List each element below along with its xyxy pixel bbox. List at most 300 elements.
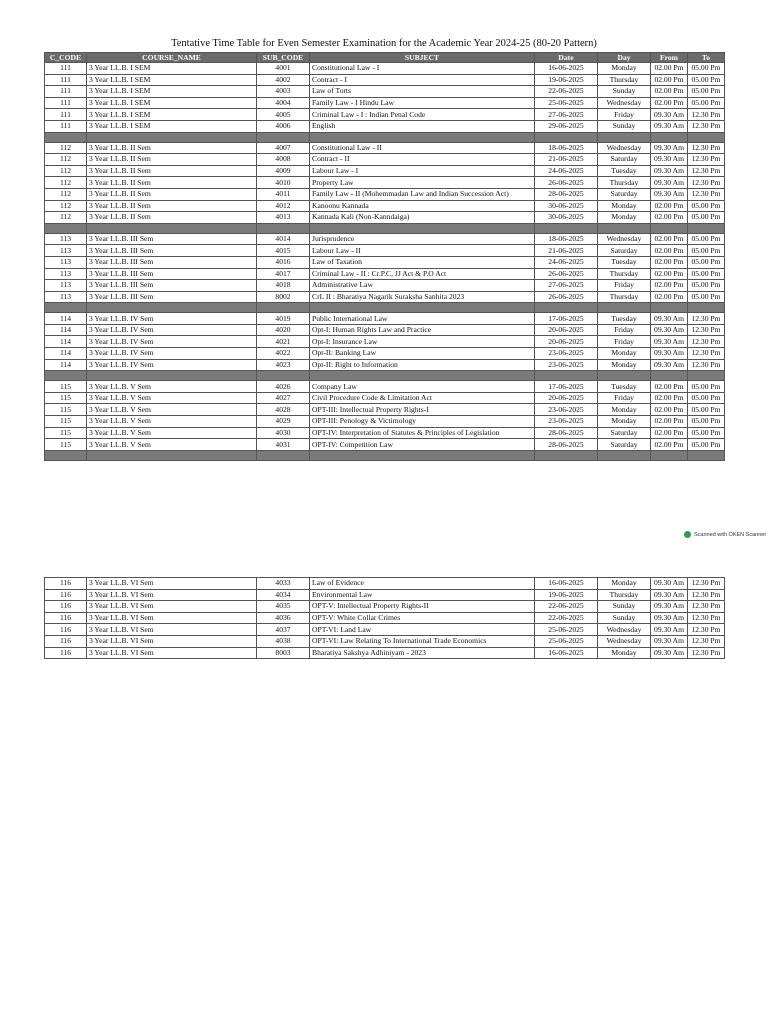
cell-subject: Family Law - I Hindu Law [310,97,535,109]
cell-to: 12.30 Pm [688,336,725,348]
cell-from: 02.00 Pm [651,416,688,428]
cell-subject: Criminal Law - II : Cr.P.C, JJ Act & P.O Act [310,268,535,280]
cell-to: 12.30 Pm [688,635,725,647]
cell-subject: Company Law [310,381,535,393]
cell-c-code: 112 [45,154,87,166]
cell-sub-code: 4011 [257,188,310,200]
cell-c-code: 114 [45,359,87,371]
cell-to: 05.00 Pm [688,86,725,98]
cell-course-name: 3 Year LL.B. V Sem [87,439,257,451]
cell-subject: Kannada Kali (Non-Kanndaiga) [310,212,535,224]
cell-to: 12.30 Pm [688,589,725,601]
cell-c-code: 111 [45,63,87,75]
header-course-name: COURSE_NAME [87,53,257,63]
cell-c-code: 113 [45,291,87,303]
table-row [45,154,725,166]
cell-sub-code: 4033 [257,578,310,590]
header-row [45,53,725,63]
cell-c-code: 115 [45,392,87,404]
table-row [45,233,725,245]
cell-day: Sunday [598,601,651,613]
cell-subject: Opt-II: Banking Law [310,348,535,360]
cell-date: 19-06-2025 [535,589,598,601]
cell-date: 27-06-2025 [535,280,598,292]
cell-from: 09.30 Am [651,120,688,132]
cell-day: Thursday [598,268,651,280]
cell-sub-code: 4008 [257,154,310,166]
cell-to: 05.00 Pm [688,416,725,428]
cell-to: 12.30 Pm [688,624,725,636]
cell-day: Friday [598,280,651,292]
cell-day: Monday [598,578,651,590]
cell-day: Thursday [598,291,651,303]
cell-subject: Property Law [310,177,535,189]
cell-c-code: 113 [45,233,87,245]
header-day: Day [598,53,651,63]
cell-sub-code: 4038 [257,635,310,647]
cell-date: 23-06-2025 [535,359,598,371]
cell-from: 09.30 Am [651,612,688,624]
cell-date: 25-06-2025 [535,635,598,647]
table-row [45,359,725,371]
cell-from: 02.00 Pm [651,63,688,75]
cell-course-name: 3 Year LL.B. VI Sem [87,647,257,659]
table-row [45,578,725,590]
cell-course-name: 3 Year LL.B. II Sem [87,154,257,166]
cell-course-name: 3 Year LL.B. V Sem [87,392,257,404]
cell-from: 02.00 Pm [651,427,688,439]
cell-from: 09.30 Am [651,188,688,200]
cell-c-code: 112 [45,212,87,224]
scanner-watermark [684,531,766,538]
cell-sub-code: 4006 [257,120,310,132]
cell-to: 05.00 Pm [688,200,725,212]
timetable-page2 [44,577,725,659]
cell-c-code: 115 [45,381,87,393]
cell-from: 09.30 Am [651,601,688,613]
cell-subject: Constitutional Law - I [310,63,535,75]
cell-subject: Contract - I [310,74,535,86]
cell-c-code: 111 [45,86,87,98]
cell-course-name: 3 Year LL.B. II Sem [87,165,257,177]
cell-sub-code: 4009 [257,165,310,177]
cell-date: 16-06-2025 [535,578,598,590]
cell-day: Friday [598,324,651,336]
cell-sub-code: 4035 [257,601,310,613]
cell-day: Monday [598,63,651,75]
cell-course-name: 3 Year LL.B. V Sem [87,381,257,393]
header-to: To [688,53,725,63]
cell-from: 09.30 Am [651,142,688,154]
cell-c-code: 116 [45,624,87,636]
cell-course-name: 3 Year LL.B. I SEM [87,74,257,86]
cell-day: Saturday [598,427,651,439]
cell-date: 17-06-2025 [535,313,598,325]
table-row [45,336,725,348]
cell-subject: OPT-V: White Collar Crimes [310,612,535,624]
cell-subject: OPT-III: Penology & Victimology [310,416,535,428]
cell-day: Wednesday [598,233,651,245]
cell-subject: Opt-II: Right to Information [310,359,535,371]
table-row [45,97,725,109]
cell-sub-code: 4016 [257,256,310,268]
cell-sub-code: 4010 [257,177,310,189]
cell-from: 02.00 Pm [651,392,688,404]
table-row [45,280,725,292]
cell-sub-code: 4027 [257,392,310,404]
cell-date: 23-06-2025 [535,404,598,416]
cell-to: 12.30 Pm [688,324,725,336]
cell-date: 21-06-2025 [535,154,598,166]
cell-course-name: 3 Year LL.B. II Sem [87,200,257,212]
cell-sub-code: 4022 [257,348,310,360]
cell-date: 18-06-2025 [535,142,598,154]
group-separator [45,132,725,142]
cell-course-name: 3 Year LL.B. IV Sem [87,359,257,371]
cell-day: Wednesday [598,97,651,109]
cell-subject: Jurisprudence [310,233,535,245]
group-separator [45,371,725,381]
cell-subject: Labour Law - II [310,245,535,257]
cell-date: 28-06-2025 [535,439,598,451]
cell-date: 17-06-2025 [535,381,598,393]
table-row [45,313,725,325]
cell-date: 16-06-2025 [535,647,598,659]
cell-c-code: 116 [45,601,87,613]
table-row [45,74,725,86]
cell-course-name: 3 Year LL.B. I SEM [87,86,257,98]
cell-to: 05.00 Pm [688,256,725,268]
table-row [45,188,725,200]
header-sub-code: SUB_CODE [257,53,310,63]
cell-course-name: 3 Year LL.B. VI Sem [87,589,257,601]
cell-date: 26-06-2025 [535,177,598,189]
cell-from: 09.30 Am [651,589,688,601]
cell-sub-code: 4002 [257,74,310,86]
cell-date: 18-06-2025 [535,233,598,245]
cell-c-code: 112 [45,177,87,189]
cell-c-code: 113 [45,256,87,268]
cell-day: Thursday [598,74,651,86]
cell-c-code: 111 [45,109,87,121]
cell-day: Monday [598,404,651,416]
cell-date: 22-06-2025 [535,601,598,613]
cell-from: 09.30 Am [651,348,688,360]
cell-day: Saturday [598,439,651,451]
cell-from: 02.00 Pm [651,212,688,224]
cell-course-name: 3 Year LL.B. II Sem [87,212,257,224]
table-row [45,612,725,624]
cell-subject: OPT-IV: Interpretation of Statutes & Principles of Legislation [310,427,535,439]
cell-sub-code: 4013 [257,212,310,224]
cell-sub-code: 4023 [257,359,310,371]
cell-day: Thursday [598,589,651,601]
cell-from: 09.30 Am [651,313,688,325]
cell-subject: OPT-VI: Law Relating To International Trade Economics [310,635,535,647]
table-row [45,109,725,121]
table-row [45,416,725,428]
cell-c-code: 116 [45,647,87,659]
header-subject: SUBJECT [310,53,535,63]
cell-to: 12.30 Pm [688,313,725,325]
cell-from: 02.00 Pm [651,291,688,303]
table-row [45,63,725,75]
cell-date: 29-06-2025 [535,120,598,132]
cell-subject: OPT-V: Intellectual Property Rights-II [310,601,535,613]
cell-day: Tuesday [598,165,651,177]
cell-day: Tuesday [598,256,651,268]
cell-course-name: 3 Year LL.B. I SEM [87,63,257,75]
cell-from: 02.00 Pm [651,74,688,86]
cell-sub-code: 4021 [257,336,310,348]
cell-c-code: 112 [45,165,87,177]
cell-c-code: 115 [45,416,87,428]
cell-to: 05.00 Pm [688,245,725,257]
cell-from: 09.30 Am [651,324,688,336]
table-row [45,624,725,636]
cell-date: 27-06-2025 [535,109,598,121]
cell-c-code: 111 [45,120,87,132]
cell-from: 02.00 Pm [651,86,688,98]
cell-date: 26-06-2025 [535,268,598,280]
cell-to: 12.30 Pm [688,612,725,624]
cell-subject: Law of Taxation [310,256,535,268]
cell-to: 12.30 Pm [688,142,725,154]
cell-sub-code: 4007 [257,142,310,154]
cell-to: 12.30 Pm [688,165,725,177]
header-date: Date [535,53,598,63]
group-separator [45,223,725,233]
cell-to: 05.00 Pm [688,439,725,451]
cell-course-name: 3 Year LL.B. III Sem [87,268,257,280]
cell-c-code: 115 [45,439,87,451]
cell-sub-code: 4029 [257,416,310,428]
table-row [45,165,725,177]
cell-from: 02.00 Pm [651,200,688,212]
cell-course-name: 3 Year LL.B. III Sem [87,256,257,268]
cell-to: 12.30 Pm [688,177,725,189]
cell-day: Monday [598,359,651,371]
cell-course-name: 3 Year LL.B. VI Sem [87,578,257,590]
cell-subject: Law of Torts [310,86,535,98]
cell-from: 02.00 Pm [651,439,688,451]
header-from: From [651,53,688,63]
cell-subject: Public International Law [310,313,535,325]
cell-subject: Criminal Law - I : Indian Penal Code [310,109,535,121]
table-row [45,256,725,268]
cell-course-name: 3 Year LL.B. I SEM [87,120,257,132]
cell-date: 20-06-2025 [535,392,598,404]
timetable [44,52,725,461]
cell-date: 28-06-2025 [535,188,598,200]
cell-from: 02.00 Pm [651,268,688,280]
cell-sub-code: 4026 [257,381,310,393]
table-row [45,647,725,659]
cell-course-name: 3 Year LL.B. IV Sem [87,324,257,336]
cell-sub-code: 4012 [257,200,310,212]
table-row [45,381,725,393]
cell-subject: Opt-I: Human Rights Law and Practice [310,324,535,336]
table-row [45,589,725,601]
cell-date: 20-06-2025 [535,336,598,348]
cell-from: 02.00 Pm [651,245,688,257]
cell-date: 23-06-2025 [535,416,598,428]
cell-sub-code: 4036 [257,612,310,624]
cell-c-code: 115 [45,427,87,439]
cell-c-code: 114 [45,313,87,325]
cell-day: Tuesday [598,313,651,325]
group-separator [45,450,725,460]
cell-sub-code: 4004 [257,97,310,109]
table-row [45,142,725,154]
cell-sub-code: 4014 [257,233,310,245]
cell-to: 05.00 Pm [688,74,725,86]
cell-to: 12.30 Pm [688,348,725,360]
cell-c-code: 114 [45,348,87,360]
cell-date: 25-06-2025 [535,97,598,109]
cell-day: Monday [598,200,651,212]
table-row [45,392,725,404]
cell-from: 02.00 Pm [651,404,688,416]
cell-from: 02.00 Pm [651,97,688,109]
cell-to: 12.30 Pm [688,120,725,132]
cell-sub-code: 8002 [257,291,310,303]
cell-to: 05.00 Pm [688,280,725,292]
table-row [45,635,725,647]
cell-course-name: 3 Year LL.B. III Sem [87,233,257,245]
cell-from: 09.30 Am [651,154,688,166]
cell-c-code: 116 [45,612,87,624]
cell-subject: Constitutional Law - II [310,142,535,154]
cell-from: 02.00 Pm [651,233,688,245]
cell-date: 25-06-2025 [535,624,598,636]
cell-day: Saturday [598,245,651,257]
table-row [45,86,725,98]
cell-day: Saturday [598,188,651,200]
timetable-page2-body [45,578,725,659]
table-row [45,427,725,439]
cell-date: 16-06-2025 [535,63,598,75]
cell-sub-code: 4028 [257,404,310,416]
cell-course-name: 3 Year LL.B. VI Sem [87,624,257,636]
cell-c-code: 111 [45,97,87,109]
cell-c-code: 114 [45,324,87,336]
cell-c-code: 112 [45,142,87,154]
group-separator [45,303,725,313]
cell-c-code: 116 [45,578,87,590]
cell-subject: CrL II : Bharatiya Nagarik Suraksha Sanhita 2023 [310,291,535,303]
table-row [45,177,725,189]
cell-subject: Kanoonu Kannada [310,200,535,212]
cell-date: 22-06-2025 [535,612,598,624]
page-title: Tentative Time Table for Even Semester Examination for the Academic Year 2024-25 (80-20 Pattern) [171,38,597,49]
table-row [45,439,725,451]
cell-day: Friday [598,392,651,404]
cell-from: 02.00 Pm [651,381,688,393]
cell-date: 21-06-2025 [535,245,598,257]
cell-sub-code: 4018 [257,280,310,292]
cell-c-code: 112 [45,188,87,200]
cell-subject: Bharatiya Sakshya Adhiniyam - 2023 [310,647,535,659]
cell-sub-code: 4031 [257,439,310,451]
cell-subject: Contract - II [310,154,535,166]
cell-course-name: 3 Year LL.B. VI Sem [87,601,257,613]
cell-to: 12.30 Pm [688,109,725,121]
cell-day: Sunday [598,120,651,132]
cell-to: 12.30 Pm [688,154,725,166]
cell-subject: Law of Evidence [310,578,535,590]
cell-to: 12.30 Pm [688,578,725,590]
cell-subject: OPT-IV: Competition Law [310,439,535,451]
cell-date: 23-06-2025 [535,348,598,360]
cell-date: 19-06-2025 [535,74,598,86]
table-row [45,348,725,360]
cell-sub-code: 4015 [257,245,310,257]
cell-c-code: 116 [45,635,87,647]
cell-from: 09.30 Am [651,647,688,659]
cell-to: 12.30 Pm [688,647,725,659]
cell-day: Monday [598,647,651,659]
cell-date: 28-06-2025 [535,427,598,439]
cell-to: 05.00 Pm [688,212,725,224]
cell-course-name: 3 Year LL.B. V Sem [87,416,257,428]
table-row [45,268,725,280]
cell-c-code: 113 [45,268,87,280]
cell-subject: OPT-III: Intellectual Property Rights-I [310,404,535,416]
cell-course-name: 3 Year LL.B. III Sem [87,291,257,303]
table-row [45,212,725,224]
cell-c-code: 116 [45,589,87,601]
cell-to: 12.30 Pm [688,359,725,371]
table-row [45,120,725,132]
cell-day: Monday [598,416,651,428]
cell-course-name: 3 Year LL.B. II Sem [87,177,257,189]
cell-day: Friday [598,109,651,121]
cell-from: 09.30 Am [651,635,688,647]
cell-sub-code: 4017 [257,268,310,280]
cell-day: Tuesday [598,381,651,393]
cell-subject: Family Law - II (Mohemmadan Law and Indian Succession Act) [310,188,535,200]
cell-from: 02.00 Pm [651,256,688,268]
cell-c-code: 113 [45,280,87,292]
table-row [45,404,725,416]
cell-to: 12.30 Pm [688,601,725,613]
cell-from: 09.30 Am [651,578,688,590]
cell-subject: Environmental Law [310,589,535,601]
cell-to: 05.00 Pm [688,404,725,416]
cell-to: 05.00 Pm [688,233,725,245]
cell-sub-code: 4019 [257,313,310,325]
cell-sub-code: 4001 [257,63,310,75]
cell-sub-code: 4037 [257,624,310,636]
cell-c-code: 115 [45,404,87,416]
cell-to: 05.00 Pm [688,392,725,404]
scanner-text: Scanned with OKEN Scanner [694,531,767,538]
cell-c-code: 111 [45,74,87,86]
cell-date: 22-06-2025 [535,86,598,98]
cell-to: 05.00 Pm [688,427,725,439]
cell-sub-code: 4003 [257,86,310,98]
cell-date: 30-06-2025 [535,212,598,224]
cell-date: 26-06-2025 [535,291,598,303]
table-row [45,245,725,257]
cell-to: 05.00 Pm [688,268,725,280]
cell-day: Wednesday [598,624,651,636]
cell-subject: OPT-VI: Land Law [310,624,535,636]
cell-from: 09.30 Am [651,109,688,121]
cell-from: 09.30 Am [651,624,688,636]
cell-date: 20-06-2025 [535,324,598,336]
